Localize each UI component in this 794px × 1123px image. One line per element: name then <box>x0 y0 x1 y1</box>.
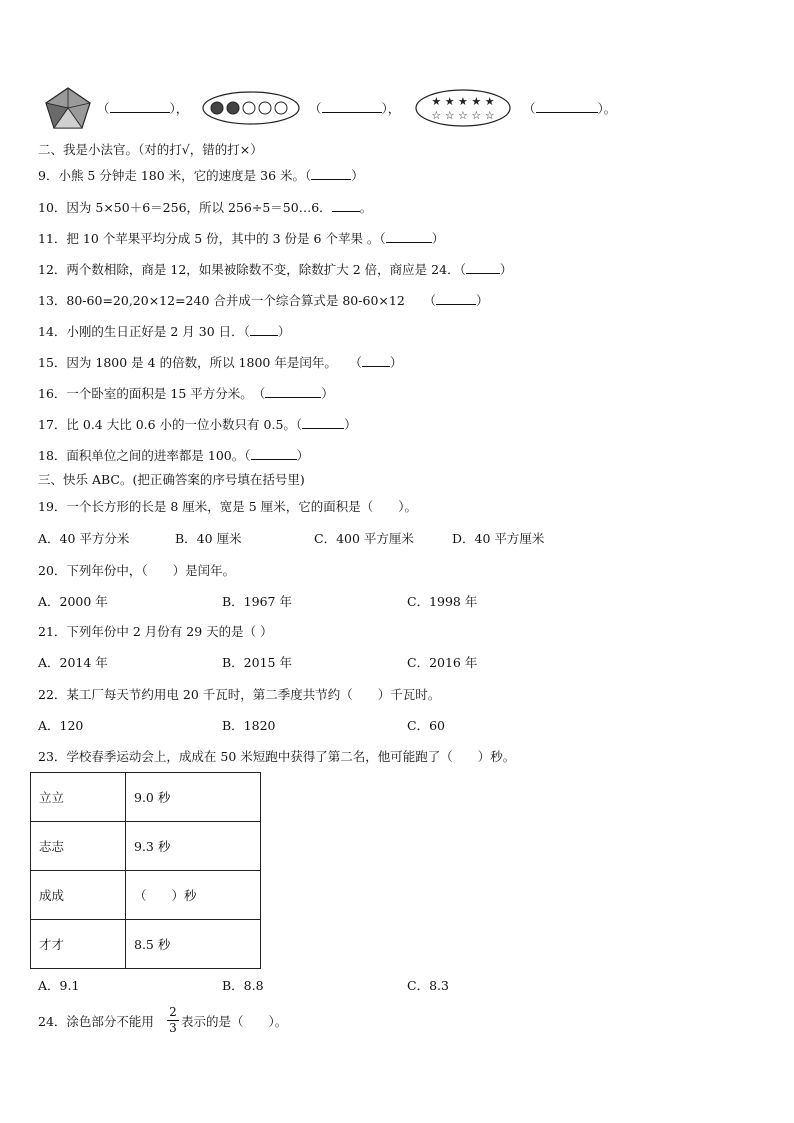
svg-text:☆ ☆ ☆ ☆ ☆: ☆ ☆ ☆ ☆ ☆ <box>431 109 495 122</box>
runner-time: 9.3 秒 <box>126 822 261 871</box>
fraction-numerator: 2 <box>169 1005 177 1019</box>
section3-heading: 三、快乐 ABC。(把正确答案的序号填在括号里) <box>38 472 305 487</box>
q19-option-d: D．40 平方厘米 <box>452 531 545 546</box>
question-23: 23．学校春季运动会上，成成在 50 米短跑中获得了第二名，他可能跑了（ ）秒。 <box>38 749 516 764</box>
question-16: 16．一个卧室的面积是 15 平方分米。 （ ） <box>38 386 334 401</box>
q19-option-b: B．40 厘米 <box>175 531 242 546</box>
question-15: 15．因为 1800 是 4 的倍数，所以 1800 年是闰年。 （ ） <box>38 355 403 370</box>
q22-option-b: B．1820 <box>222 718 276 733</box>
runner-name: 才才 <box>31 920 126 969</box>
question-22: 22．某工厂每天节约用电 20 千瓦时，第二季度共节约（ ）千瓦时。 <box>38 687 441 702</box>
blank-2: （ ）， <box>309 101 401 116</box>
question-18: 18．面积单位之间的进率都是 100。（ ） <box>38 448 310 463</box>
q22-option-a: A．120 <box>38 718 84 733</box>
svg-text:★ ★ ★ ★ ★: ★ ★ ★ ★ ★ <box>431 95 495 108</box>
question-9: 9．小熊 5 分钟走 180 米，它的速度是 36 米。（ ） <box>38 168 364 183</box>
stars-figure <box>414 88 512 128</box>
table-row <box>31 871 261 920</box>
q23-option-a: A．9.1 <box>38 978 80 993</box>
q20-option-c: C．1998 年 <box>407 594 478 609</box>
table-row <box>31 822 261 871</box>
q19-option-c: C．400 平方厘米 <box>314 531 414 546</box>
q23-option-b: B．8.8 <box>222 978 264 993</box>
runner-time: 9.0 秒 <box>126 773 261 822</box>
q21-option-c: C．2016 年 <box>407 655 478 670</box>
table-row <box>31 920 261 969</box>
question-12: 12．两个数相除，商是 12，如果被除数不变，除数扩大 2 倍，商应是 24．（ ） <box>38 262 513 277</box>
q21-option-a: A．2014 年 <box>38 655 108 670</box>
fraction-denominator: 3 <box>169 1021 177 1035</box>
q19-option-a: A．40 平方分米 <box>38 531 130 546</box>
q21-option-b: B．2015 年 <box>222 655 292 670</box>
q20-option-a: A．2000 年 <box>38 594 108 609</box>
runner-name: 志志 <box>31 822 126 871</box>
question-10: 10．因为 5×50＋6＝256，所以 256÷5＝50…6． 。 <box>38 200 373 215</box>
question-24-prefix: 24．涂色部分不能用 <box>38 1014 154 1029</box>
section2-heading: 二、我是小法官。（对的打√，错的打×） <box>38 142 263 157</box>
question-17: 17．比 0.4 大比 0.6 小的一位小数只有 0.5。（ ） <box>38 417 357 432</box>
q23-option-c: C．8.3 <box>407 978 449 993</box>
pentagon-figure <box>44 86 92 130</box>
question-11: 11．把 10 个苹果平均分成 5 份，其中的 3 份是 6 个苹果 。（ ） <box>38 231 445 246</box>
circles-figure <box>201 90 301 126</box>
blank-1: （ ）， <box>97 101 189 116</box>
runner-time: 8.5 秒 <box>126 920 261 969</box>
runner-time: （ ）秒 <box>126 871 261 920</box>
question-19: 19．一个长方形的长是 8 厘米，宽是 5 厘米，它的面积是（ ）。 <box>38 499 417 514</box>
fraction-two-thirds <box>167 1006 179 1035</box>
race-results-table <box>30 772 261 969</box>
q20-option-b: B．1967 年 <box>222 594 292 609</box>
question-24-suffix: 表示的是（ ）。 <box>181 1014 288 1029</box>
blank-3: （ ）。 <box>523 101 617 116</box>
runner-name: 成成 <box>31 871 126 920</box>
table-row <box>31 773 261 822</box>
runner-name: 立立 <box>31 773 126 822</box>
question-14: 14．小刚的生日正好是 2 月 30 日．（ ） <box>38 324 291 339</box>
question-13: 13．80-60=20,20×12=240 合并成一个综合算式是 80-60×12 （ ） <box>38 293 489 308</box>
question-21: 21．下列年份中 2 月份有 29 天的是（ ） <box>38 624 273 639</box>
question-20: 20．下列年份中，（ ）是闰年。 <box>38 563 236 578</box>
q22-option-c: C．60 <box>407 718 445 733</box>
